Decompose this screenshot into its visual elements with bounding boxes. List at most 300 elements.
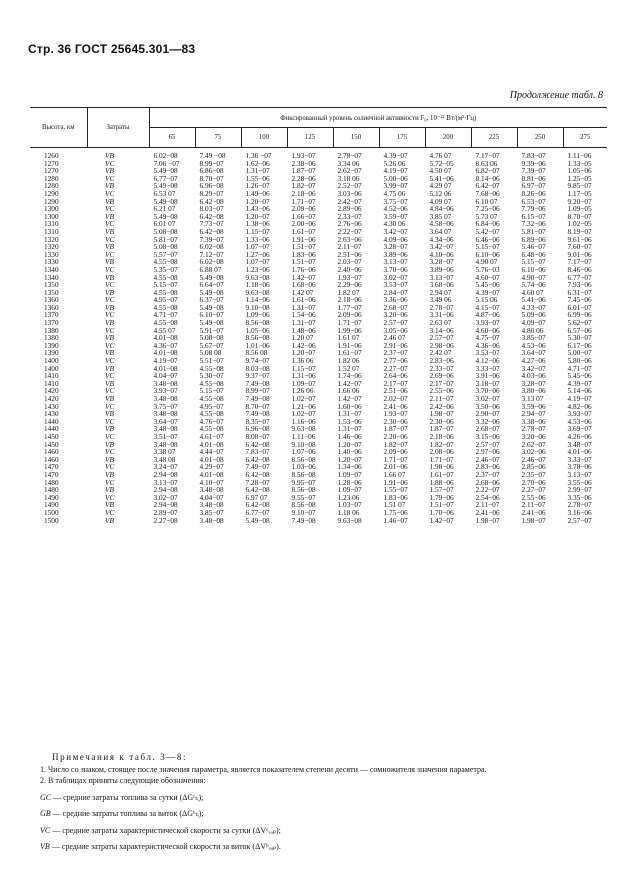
value-cell: 6.42−08 (241, 471, 287, 479)
value-cell: 2.57−07 (379, 319, 425, 327)
value-cell: 2.62−07 (333, 167, 379, 175)
table-row (30, 349, 607, 357)
value-cell: 8.56 08 (241, 349, 287, 357)
value-cell: 4.55−08 (149, 258, 195, 266)
value-cell: 4.90 07 (471, 258, 517, 266)
value-cell: 4.19−07 (149, 357, 195, 365)
value-cell: 1.17−05 (563, 190, 607, 198)
altitude-cell: 1320 (44, 242, 59, 252)
value-cell: 2.57−07 (563, 517, 607, 525)
value-cell: 3.99−07 (379, 182, 425, 190)
value-cell: 4.12−06 (471, 357, 517, 365)
table-row (30, 175, 607, 183)
value-cell: 2.18−06 (425, 433, 471, 441)
table-row (30, 517, 607, 525)
value-cell: 4.55−08 (149, 289, 195, 297)
value-cell: 4.10−06 (425, 251, 471, 259)
value-cell: 1.34−06 (333, 463, 379, 471)
value-cell: 3.28−07 (379, 243, 425, 251)
value-cell: 1.42−07 (425, 517, 471, 525)
value-cell: 8.70−07 (241, 403, 287, 411)
value-cell: 3.16−06 (563, 509, 607, 517)
value-cell: 5.15−07 (471, 243, 517, 251)
value-cell: 6.37−07 (195, 296, 241, 304)
value-cell: 4.55−08 (149, 319, 195, 327)
value-cell: 3.91−06 (471, 372, 517, 380)
value-cell: 3.18 06 (333, 175, 379, 183)
value-cell: 6.48−06 (517, 251, 563, 259)
cost-type-cell: VC (105, 234, 115, 244)
altitude-cell: 1490 (44, 500, 59, 510)
value-cell: 1.55−07 (379, 486, 425, 494)
value-cell: 7.49−07 (241, 463, 287, 471)
value-cell: 7.49−08 (241, 410, 287, 418)
value-cell: 8.99−07 (195, 160, 241, 168)
value-cell: 4.60−07 (471, 274, 517, 282)
value-cell: 4.39−07 (471, 289, 517, 297)
value-cell: 4.33−07 (517, 304, 563, 312)
value-cell: 6.42−08 (195, 198, 241, 206)
value-cell: 1.91−06 (287, 236, 333, 244)
value-cell: 1.68−06 (287, 281, 333, 289)
value-cell: 4.09 07 (425, 198, 471, 206)
value-cell: 1.31−07 (333, 410, 379, 418)
cost-type-cell: VC (105, 371, 115, 381)
value-cell: 8.46−06 (563, 266, 607, 274)
value-cell: 5.45−06 (471, 281, 517, 289)
cost-type-cell: VB (105, 151, 114, 160)
table-row (30, 220, 607, 228)
value-cell: 3.20−06 (379, 311, 425, 319)
value-cell: 4.75 06 (379, 190, 425, 198)
cost-type-cell: VB (105, 363, 114, 373)
value-cell: 1.31−07 (241, 167, 287, 175)
value-cell: 6.89−06 (517, 236, 563, 244)
value-cell: 2.99−07 (563, 486, 607, 494)
note-2: 2. В таблицах приняты следующие обозначения: (40, 776, 206, 785)
value-cell: 1.55−06 (241, 175, 287, 183)
value-cell: 3.75−07 (149, 403, 195, 411)
value-cell: 5.49−08 (195, 319, 241, 327)
value-cell: 1.93−07 (287, 148, 333, 160)
value-cell: 2.42−06 (425, 403, 471, 411)
value-cell: 9.63−08 (287, 425, 333, 433)
value-cell: 1.70−06 (425, 509, 471, 517)
cost-type-cell: VC (105, 219, 115, 229)
value-cell: 2.37−07 (471, 471, 517, 479)
value-cell: 3.85 07 (425, 213, 471, 221)
value-cell: 3.93−07 (149, 387, 195, 395)
value-cell: 1.31−07 (333, 425, 379, 433)
value-cell: 2.01−06 (379, 463, 425, 471)
value-cell: 6.99−06 (563, 311, 607, 319)
value-cell: 7.06 −07 (149, 160, 195, 168)
value-cell: 4.34−06 (425, 236, 471, 244)
value-cell: 1.98−07 (425, 410, 471, 418)
altitude-cell: 1450 (44, 439, 59, 449)
table-row (30, 410, 607, 418)
value-cell: 6.42−08 (195, 228, 241, 236)
value-cell: 4.04−07 (195, 494, 241, 502)
value-cell: 1.87−07 (425, 425, 471, 433)
value-cell: 1.75−06 (379, 509, 425, 517)
value-cell: 3.24−07 (149, 463, 195, 471)
value-cell: 6.46−06 (471, 236, 517, 244)
cost-type-cell: VC (105, 173, 115, 183)
altitude-cell: 1460 (44, 447, 59, 457)
level-header-100: 100 (241, 128, 287, 148)
table-row (30, 167, 607, 175)
value-cell: 4.95−07 (149, 296, 195, 304)
value-cell: 2.37−07 (379, 349, 425, 357)
cost-type-cell: VC (105, 447, 115, 457)
value-cell: 2.41−06 (471, 509, 517, 517)
value-cell: 3.42−07 (425, 243, 471, 251)
level-header-225: 225 (471, 128, 517, 148)
value-cell: 7.60−07 (563, 243, 607, 251)
definition-item (30, 825, 608, 837)
value-cell: 3.13−07 (379, 258, 425, 266)
value-cell: 5.51−07 (195, 357, 241, 365)
altitude-cell: 1350 (44, 287, 59, 297)
value-cell: 6.15−07 (517, 213, 563, 221)
notes-block (30, 752, 608, 853)
definitions-list (30, 792, 608, 853)
value-cell: 7.68−06 (471, 190, 517, 198)
value-cell: 3.32−06 (471, 418, 517, 426)
value-cell: 2.85−06 (517, 463, 563, 471)
value-cell: 9.63−08 (241, 289, 287, 297)
value-cell: 3.68−06 (425, 281, 471, 289)
value-cell: 6.17−06 (563, 342, 607, 350)
value-cell: 6.77−07 (563, 274, 607, 282)
value-cell: 5.49−08 (195, 274, 241, 282)
value-cell: 4.80 06 (517, 327, 563, 335)
value-cell: 3.02−06 (517, 448, 563, 456)
value-cell: 5.08−08 (149, 243, 195, 251)
value-cell: 2.94−08 (149, 501, 195, 509)
table-row (30, 213, 607, 221)
value-cell: 6.88 07 (195, 266, 241, 274)
table-row (30, 148, 607, 160)
definition-text: — средние затраты характеристической скорости за сутки (ΔVᶜₓₐₚ); (50, 825, 281, 835)
value-cell: 5.15−07 (149, 281, 195, 289)
table-row (30, 365, 607, 373)
value-cell: 3.78−06 (563, 463, 607, 471)
value-cell: 3.48−08 (149, 410, 195, 418)
value-cell: 5.41−06 (425, 175, 471, 183)
value-cell: 1.62−06 (241, 160, 287, 168)
altitude-cell: 1400 (44, 356, 59, 366)
value-cell: 5.74−06 (517, 281, 563, 289)
table-row (30, 433, 607, 441)
value-cell: 6.02−08 (195, 243, 241, 251)
value-cell: 2.69−06 (425, 372, 471, 380)
value-cell: 3.89−06 (425, 266, 471, 274)
value-cell: 1.40−06 (333, 448, 379, 456)
value-cell: 5.72−05 (425, 160, 471, 168)
value-cell: 2.33−07 (425, 365, 471, 373)
value-cell: 6.31−07 (563, 289, 607, 297)
value-cell: 6.21 07 (149, 205, 195, 213)
value-cell: 1.26 06 (287, 387, 333, 395)
value-cell: 5.15 06 (471, 296, 517, 304)
value-cell: 2.41−06 (379, 403, 425, 411)
value-cell: 7.83−07 (517, 148, 563, 160)
value-cell: 6.42−08 (195, 213, 241, 221)
table-row (30, 479, 607, 487)
table-row (30, 441, 607, 449)
cost-type-cell: VC (105, 340, 115, 350)
altitude-cell: 1330 (44, 257, 59, 267)
value-cell: 7.73−07 (195, 220, 241, 228)
value-cell: 1.02−07 (287, 410, 333, 418)
cost-type-cell: VB (105, 196, 114, 206)
value-cell: 4.30 06 (379, 220, 425, 228)
cost-type-cell: VB (105, 394, 114, 403)
value-cell: 3.48−08 (149, 441, 195, 449)
value-cell: 3.64−07 (517, 349, 563, 357)
altitude-cell: 1500 (44, 515, 59, 525)
value-cell: 3.28−07 (517, 380, 563, 388)
table-row (30, 289, 607, 297)
table-row (30, 190, 607, 198)
value-cell: 1.53−06 (333, 418, 379, 426)
table-row (30, 448, 607, 456)
cost-type-cell: VC (105, 310, 115, 320)
value-cell: 5.35−07 (149, 266, 195, 274)
altitude-cell: 1390 (44, 348, 59, 358)
value-cell: 7.39−07 (195, 236, 241, 244)
value-cell: 1.09−07 (333, 486, 379, 494)
value-cell: 1.82−07 (287, 182, 333, 190)
value-cell: 3.03−06 (333, 190, 379, 198)
value-cell: 1.82−07 (379, 441, 425, 449)
value-cell: 8.03−08 (241, 365, 287, 373)
value-cell: 2.35−07 (517, 471, 563, 479)
value-cell: 7.17−07 (471, 148, 517, 160)
value-cell: 1.20−07 (333, 441, 379, 449)
value-cell: 1.51−07 (287, 243, 333, 251)
table-row (30, 486, 607, 494)
value-cell: 1.48−06 (287, 327, 333, 335)
value-cell: 1.07−06 (287, 448, 333, 456)
value-cell: 1.15−07 (287, 365, 333, 373)
value-cell: 1.54−06 (287, 311, 333, 319)
value-cell: 1.49−06 (241, 190, 287, 198)
table-row (30, 395, 607, 403)
value-cell: 8.08−07 (241, 433, 287, 441)
value-cell: 2.57−07 (425, 334, 471, 342)
value-cell: 6.10−06 (517, 266, 563, 274)
value-cell: 8.56−08 (241, 319, 287, 327)
table-row (30, 251, 607, 259)
value-cell: 6.86−08 (195, 167, 241, 175)
value-cell: 1.87−07 (287, 167, 333, 175)
value-cell: 6.77−07 (241, 509, 287, 517)
value-cell: 8.19−07 (563, 228, 607, 236)
value-cell: 2.11−07 (425, 395, 471, 403)
cost-type-cell: VC (105, 356, 115, 366)
value-cell: 2.94 07 (425, 289, 471, 297)
value-cell: 4.09−07 (517, 319, 563, 327)
value-cell: 1.31−07 (287, 304, 333, 312)
table-row (30, 509, 607, 517)
value-cell: 8.03−07 (195, 205, 241, 213)
value-cell: 3.48−08 (195, 501, 241, 509)
value-cell: 6.42−07 (471, 182, 517, 190)
notes-title: Примечания к табл. 3—8: (52, 752, 188, 762)
value-cell: 1.93−07 (379, 410, 425, 418)
altitude-cell: 1430 (44, 409, 59, 419)
cost-type-cell: VB (105, 469, 114, 479)
value-cell: 4.10−07 (195, 479, 241, 487)
value-cell: 1.66 06 (333, 387, 379, 395)
value-cell: 1.33−06 (241, 236, 287, 244)
value-cell: 8.99−07 (241, 387, 287, 395)
table-row (30, 334, 607, 342)
value-cell: 4.71−07 (149, 311, 195, 319)
value-cell: 2.22−07 (471, 486, 517, 494)
value-cell: 9.20−07 (563, 198, 607, 206)
value-cell: 4.55−08 (149, 304, 195, 312)
value-cell: 1.14−06 (241, 296, 287, 304)
value-cell: 6.42−08 (241, 441, 287, 449)
value-cell: 1.15−07 (241, 228, 287, 236)
value-cell: 9.10−07 (287, 509, 333, 517)
value-cell: 6.64−07 (195, 281, 241, 289)
definition-symbol: VC (40, 825, 51, 835)
value-cell: 1.20−07 (241, 198, 287, 206)
note-1: 1. Число со знаком, стоящее после значения параметра, является показателем степени десяти — сомножителя значения параметра. (40, 764, 487, 774)
value-cell: 4.82−06 (563, 403, 607, 411)
value-cell: 8.56−08 (287, 501, 333, 509)
value-cell: 1.03−07 (333, 501, 379, 509)
value-cell: 1.36 06 (287, 357, 333, 365)
value-cell: 2.11−07 (333, 243, 379, 251)
value-cell: 1.36 −07 (241, 148, 287, 160)
cost-type-cell: VC (105, 416, 115, 426)
value-cell: 4.87−06 (471, 311, 517, 319)
value-cell: 1.38−06 (241, 220, 287, 228)
table-row (30, 182, 607, 190)
value-cell: 2.63 07 (425, 319, 471, 327)
value-cell: 2.54−06 (471, 494, 517, 502)
value-cell: 7.93−06 (563, 281, 607, 289)
value-cell: 7.17−07 (563, 258, 607, 266)
value-cell: 3.34 06 (333, 160, 379, 168)
value-cell: 1.27−06 (241, 251, 287, 259)
cost-type-cell: VB (105, 378, 114, 388)
table-row (30, 342, 607, 350)
cost-type-cell: VB (105, 318, 114, 328)
value-cell: 2.51−06 (333, 251, 379, 259)
value-cell: 9.10−08 (241, 304, 287, 312)
value-cell: 7.45−06 (563, 296, 607, 304)
value-cell: 6.96−08 (241, 425, 287, 433)
value-cell: 1.09−05 (563, 205, 607, 213)
value-cell: 5.42−07 (471, 228, 517, 236)
value-cell: 3.48−08 (149, 425, 195, 433)
value-cell: 7.83−07 (241, 448, 287, 456)
cost-type-cell: VC (105, 158, 115, 168)
value-cell: 4.29 07 (425, 182, 471, 190)
value-cell: 4.53−06 (563, 418, 607, 426)
level-header-200: 200 (425, 128, 471, 148)
value-cell: 4.84−06 (425, 205, 471, 213)
cost-type-cell: VB (105, 515, 114, 525)
value-cell: 2.94−07 (517, 410, 563, 418)
table-row (30, 274, 607, 282)
table-row (30, 228, 607, 236)
cost-type-cell: VC (105, 477, 115, 487)
value-cell: 7.49−08 (241, 395, 287, 403)
value-cell: 1.20 07 (287, 334, 333, 342)
value-cell: 6.01−07 (563, 304, 607, 312)
value-cell: 2.27−08 (149, 517, 195, 525)
value-cell: 1.61−07 (425, 471, 471, 479)
value-cell: 4.29−07 (195, 463, 241, 471)
cost-type-cell: VC (105, 280, 115, 290)
value-cell: 1.11−06 (563, 148, 607, 160)
value-cell: 3.59−07 (379, 213, 425, 221)
cost-type-cell: VB (105, 424, 114, 434)
value-cell: 3.64−07 (149, 418, 195, 426)
altitude-cell: 1270 (44, 166, 59, 176)
value-cell: 2.08−06 (425, 448, 471, 456)
cost-type-cell: VB (105, 500, 114, 510)
value-cell: 8.56−08 (287, 456, 333, 464)
value-cell: 4.76−07 (195, 418, 241, 426)
altitude-cell: 1430 (44, 401, 59, 411)
value-cell: 2.90−07 (471, 410, 517, 418)
value-cell: 1.09−07 (333, 471, 379, 479)
cost-type-cell: VB (105, 409, 114, 419)
value-cell: 9.63−08 (241, 274, 287, 282)
value-cell: 1.83−06 (287, 251, 333, 259)
value-cell: 1.51−07 (287, 258, 333, 266)
value-cell: 2.27−07 (517, 486, 563, 494)
value-cell: 2.22−07 (333, 228, 379, 236)
value-cell: 9.63−08 (333, 517, 379, 525)
value-cell: 2.68−06 (471, 479, 517, 487)
table-row (30, 418, 607, 426)
value-cell: 2.18−06 (333, 296, 379, 304)
table-row (30, 380, 607, 388)
value-cell: 6.57−06 (563, 327, 607, 335)
altitude-header: Высота, км (30, 108, 87, 148)
altitude-cell: 1310 (44, 219, 59, 229)
value-cell: 4.90−07 (517, 274, 563, 282)
value-cell: 3.48−08 (195, 517, 241, 525)
value-cell: 2.27−07 (379, 365, 425, 373)
cost-type-cell: VB (105, 302, 114, 312)
value-cell: 1.07−07 (241, 258, 287, 266)
value-cell: 5.45−06 (563, 372, 607, 380)
cost-type-cell: VC (105, 264, 115, 274)
value-cell: 2.97−06 (471, 448, 517, 456)
altitude-cell: 1410 (44, 371, 59, 381)
value-cell: 5.09−06 (517, 311, 563, 319)
value-cell: 4.39−07 (379, 148, 425, 160)
value-cell: 2.03−07 (333, 258, 379, 266)
value-cell: 3.02−07 (149, 494, 195, 502)
definition-symbol: GC (40, 792, 52, 802)
value-cell: 8.63 06 (471, 160, 517, 168)
cost-type-cell: VB (105, 454, 114, 464)
value-cell: 3.70−06 (471, 387, 517, 395)
value-cell: 2.11−07 (517, 501, 563, 509)
